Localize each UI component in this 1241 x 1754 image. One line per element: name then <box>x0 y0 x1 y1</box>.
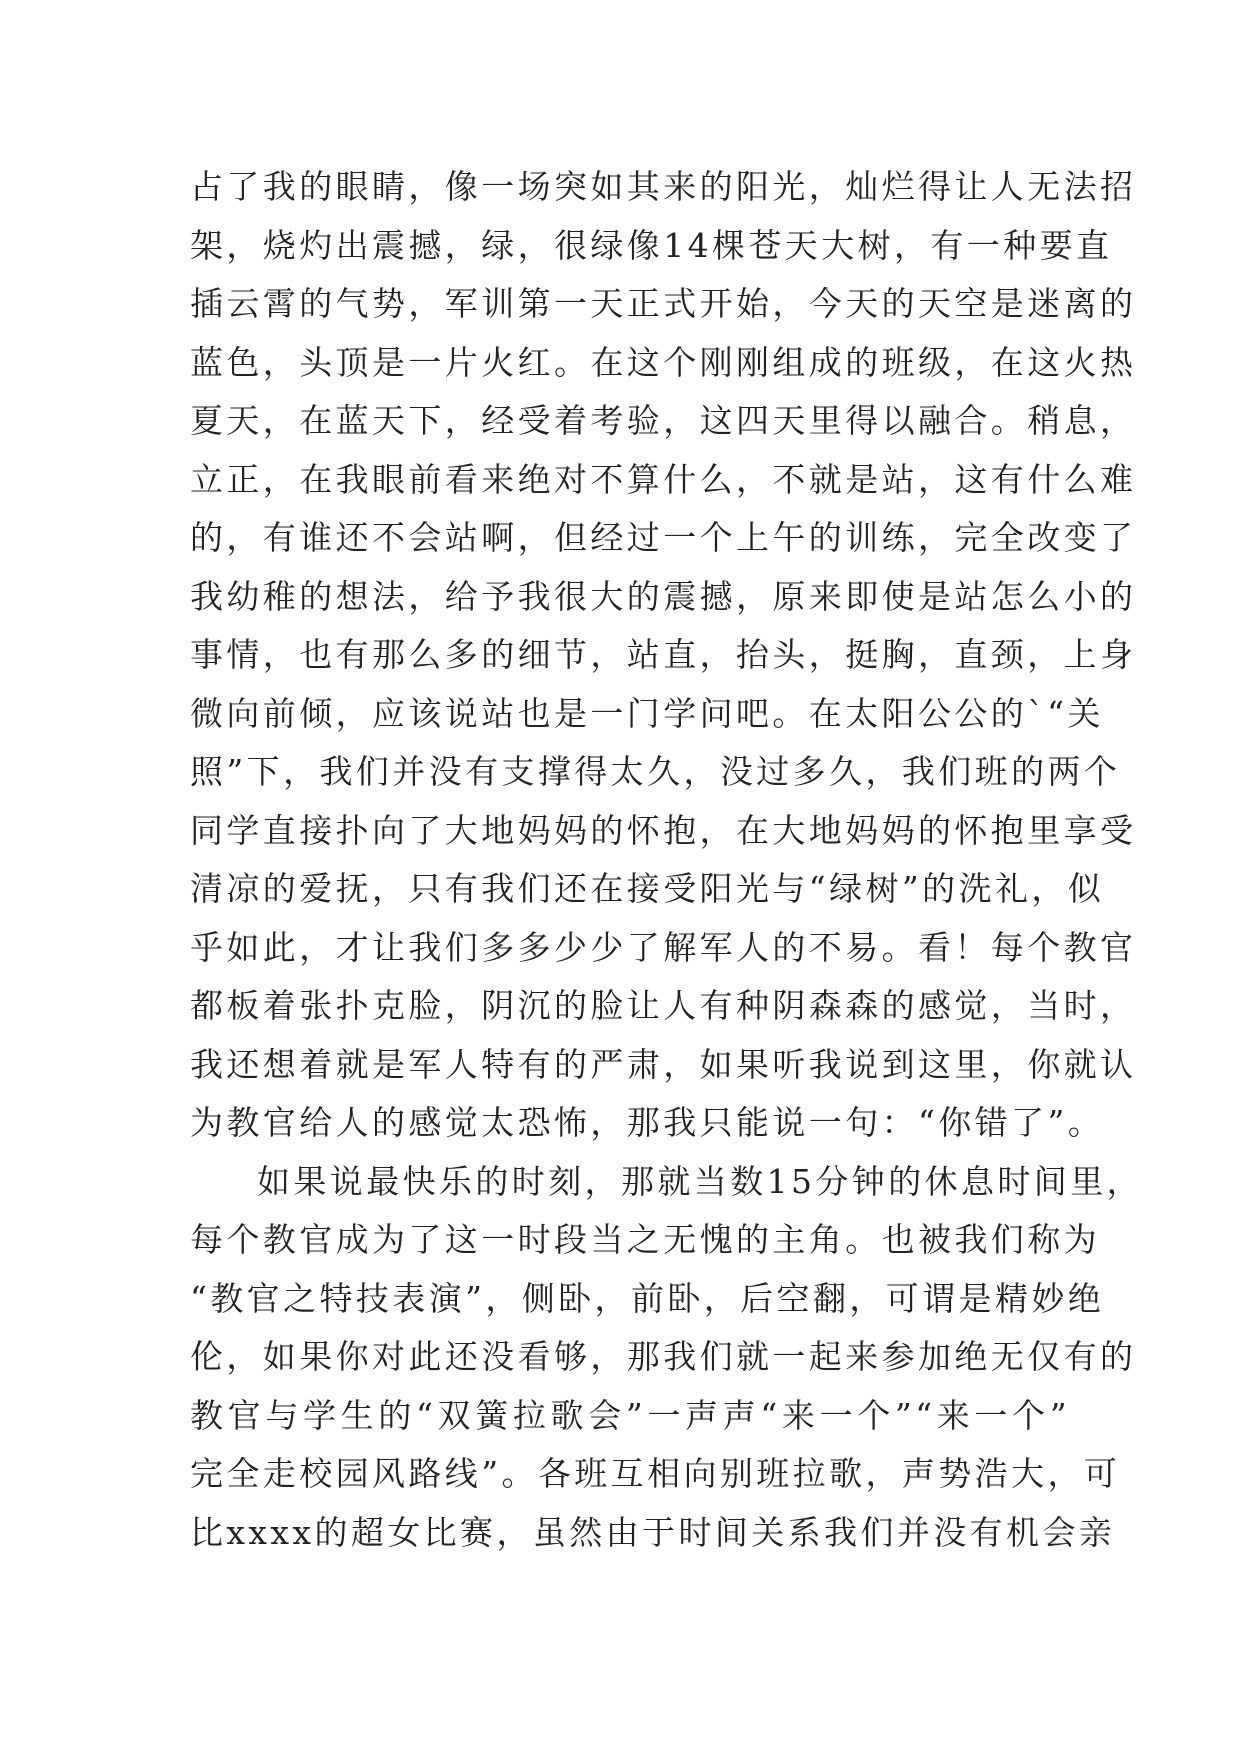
text-line: 蓝色，头顶是一片火红。在这个刚刚组成的班级，在这火热 <box>190 342 1137 382</box>
paragraph-end-line: 为教官给人的感觉太恐怖，那我只能说一句：“你错了”。 <box>190 1103 1105 1142</box>
text-line: 的，有谁还不会站啊，但经过一个上午的训练，完全改变了 <box>190 518 1137 557</box>
text-line: 教官与学生的“双簧拉歌会”一声声“来一个”“来一个” <box>190 1395 1070 1435</box>
text-line: 夏天，在蓝天下，经受着考验，这四天里得以融合。稍息， <box>190 401 1137 440</box>
text-line: 完全走校园风路线”。各班互相向别班拉歌，声势浩大，可 <box>190 1454 1121 1493</box>
text-line: 我还想着就是军人特有的严肃，如果听我说到这里，你就认 <box>190 1044 1137 1084</box>
text-line: 占了我的眼睛，像一场突如其来的阳光，灿烂得让人无法招 <box>190 167 1137 206</box>
body-text <box>190 158 1143 1562</box>
text-line: 照”下，我们并没有支撑得太久，没过多久，我们班的两个 <box>190 752 1121 791</box>
text-line: 微向前倾，应该说站也是一门学问吧。在太阳公公的`“关 <box>190 693 1104 733</box>
paragraph-first-line: 如果说最快乐的时刻，那就当数15分钟的休息时间里， <box>257 1161 1143 1201</box>
text-line: 立正，在我眼前看来绝对不算什么，不就是站，这有什么难 <box>190 459 1137 499</box>
text-line: 事情，也有那么多的细节，站直，抬头，挺胸，直颈，上身 <box>190 635 1137 674</box>
text-line: 插云霄的气势，军训第一天正式开始，今天的天空是迷离的 <box>190 284 1137 323</box>
text-line: 乎如此，才让我们多多少少了解军人的不易。看！每个教官 <box>190 927 1137 967</box>
text-line: “教官之特技表演”，侧卧，前卧，后空翻，可谓是精妙绝 <box>190 1278 1105 1318</box>
text-line: 同学直接扑向了大地妈妈的怀抱，在大地妈妈的怀抱里享受 <box>190 810 1137 850</box>
text-line: 都板着张扑克脸，阴沉的脸让人有种阴森森的感觉，当时， <box>190 986 1137 1025</box>
text-line: 伦，如果你对此还没看够，那我们就一起来参加绝无仅有的 <box>190 1337 1137 1376</box>
text-line: 每个教官成为了这一时段当之无愧的主角。也被我们称为 <box>190 1220 1100 1259</box>
text-line: 我幼稚的想法，给予我很大的震撼，原来即使是站怎么小的 <box>190 576 1137 616</box>
text-line: 架，烧灼出震撼，绿，很绿像14棵苍天大树，有一种要直 <box>190 225 1113 265</box>
text-line: 清凉的爱抚，只有我们还在接受阳光与“绿树”的洗礼，似 <box>190 869 1105 908</box>
text-line: 比xxxx的超女比赛，虽然由于时间关系我们并没有机会亲 <box>190 1512 1116 1552</box>
